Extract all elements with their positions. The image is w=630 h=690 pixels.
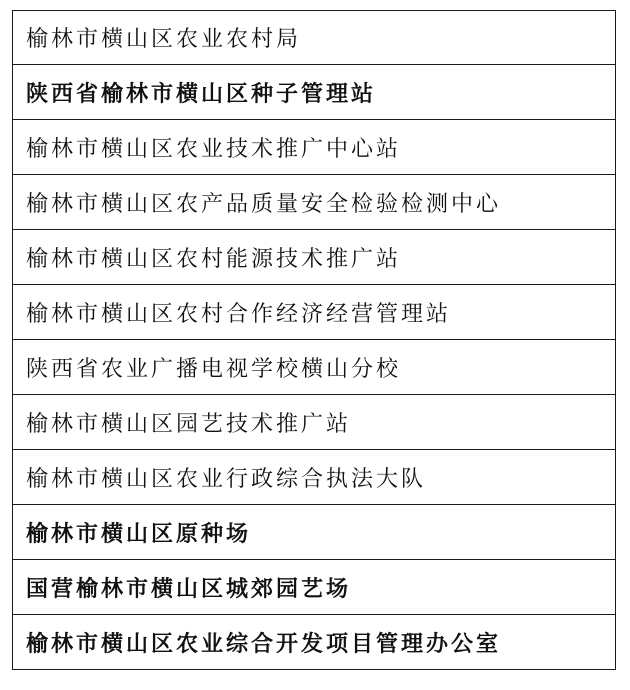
table-row: 陕西省榆林市横山区种子管理站	[12, 65, 616, 120]
table-row: 陕西省农业广播电视学校横山分校	[12, 340, 616, 395]
table-row: 榆林市横山区农业行政综合执法大队	[12, 450, 616, 505]
table-row: 国营榆林市横山区城郊园艺场	[12, 560, 616, 615]
table-row: 榆林市横山区农村能源技术推广站	[12, 230, 616, 285]
table-row: 榆林市横山区园艺技术推广站	[12, 395, 616, 450]
table-row: 榆林市横山区原种场	[12, 505, 616, 560]
table-row: 榆林市横山区农产品质量安全检验检测中心	[12, 175, 616, 230]
organization-table	[12, 10, 616, 670]
table-row: 榆林市横山区农业农村局	[12, 10, 616, 65]
table-row: 榆林市横山区农业综合开发项目管理办公室	[12, 615, 616, 670]
table-row: 榆林市横山区农业技术推广中心站	[12, 120, 616, 175]
table-row: 榆林市横山区农村合作经济经营管理站	[12, 285, 616, 340]
